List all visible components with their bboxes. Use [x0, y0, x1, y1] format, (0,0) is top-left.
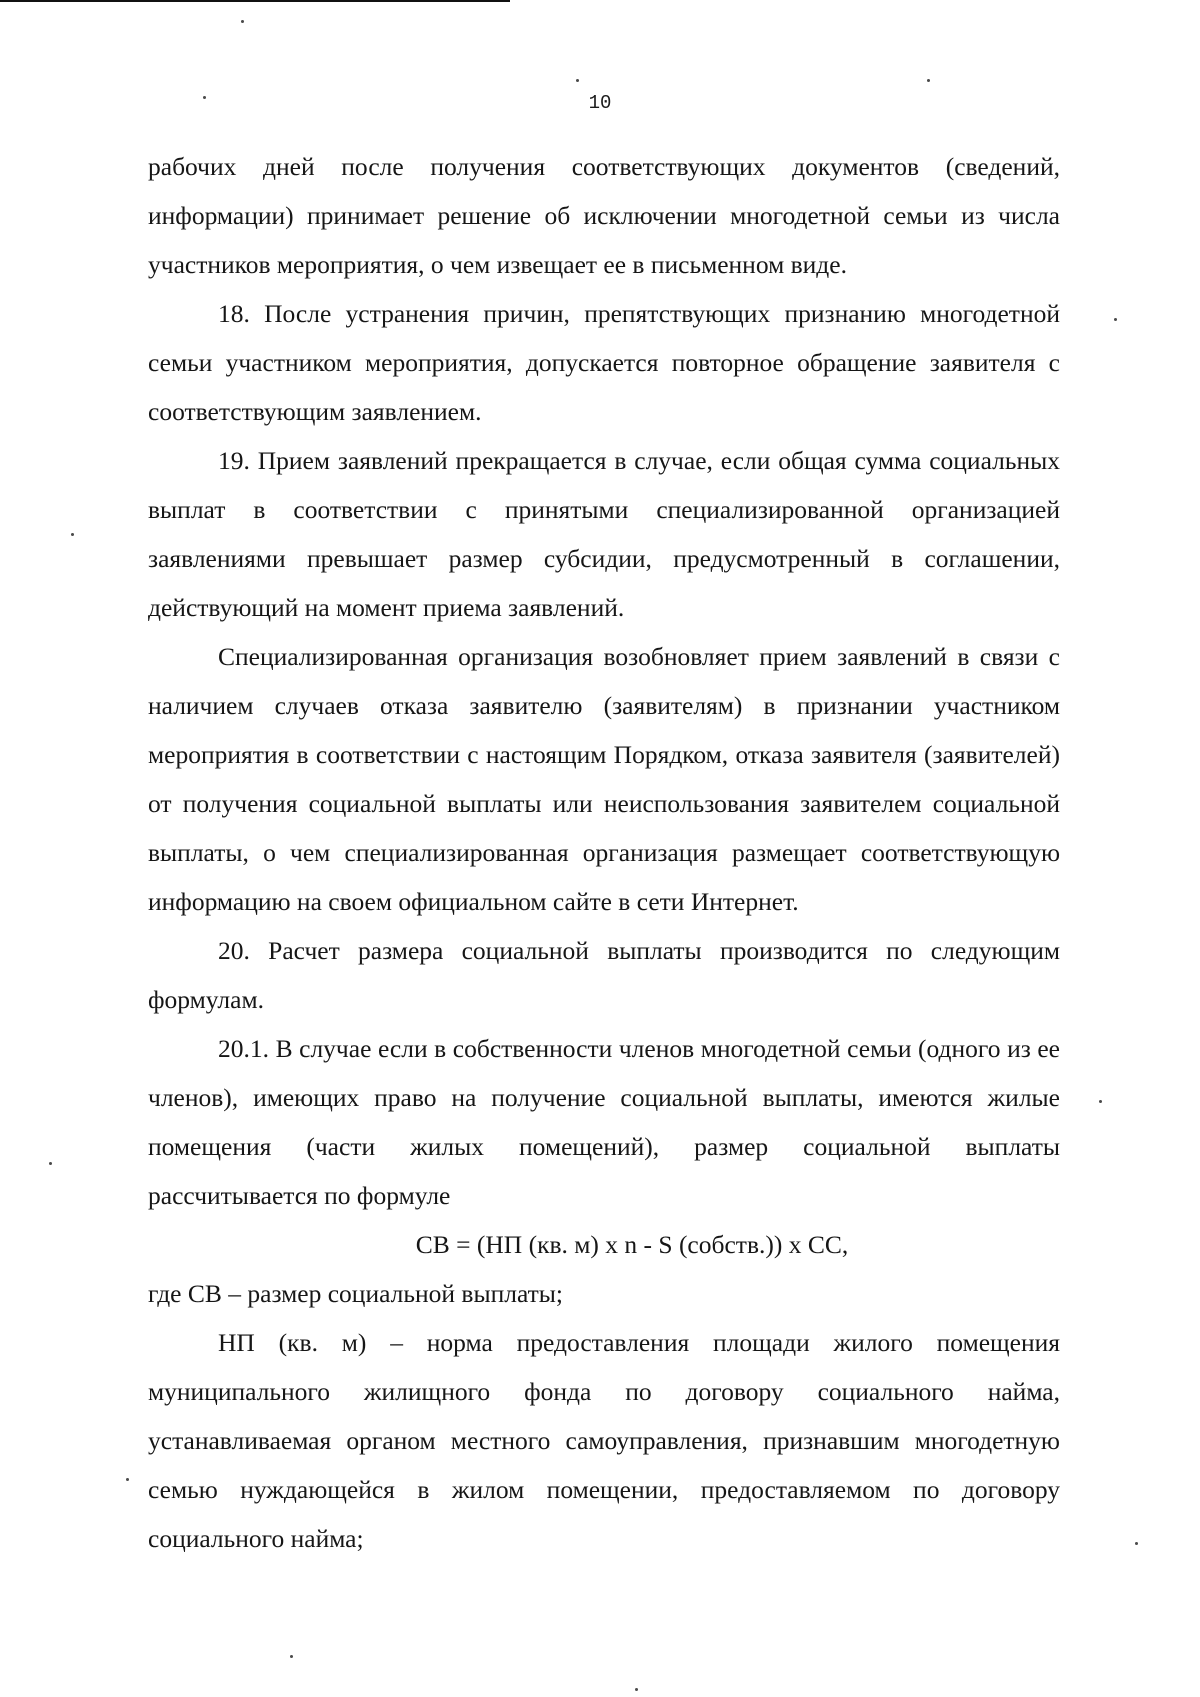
- scan-edge-line: [0, 0, 510, 2]
- scan-speck: [49, 1162, 52, 1165]
- scan-speck: [1114, 318, 1117, 321]
- scan-speck: [576, 79, 579, 82]
- scan-speck: [71, 533, 74, 536]
- page-number: 10: [588, 92, 612, 114]
- paragraph-19: 19. Прием заявлений прекращается в случае, если общая сумма социальных выплат в соответствии с принятыми специализированной организацией заявлениями превышает размер субсидии, предусмотренный в соглашении, действующий на момент приема заявлений.: [148, 446, 1060, 622]
- scan-speck: [241, 20, 244, 23]
- definition-sv: где СВ – размер социальной выплаты;: [148, 1279, 563, 1308]
- scan-speck: [1135, 1542, 1138, 1545]
- paragraph-18: 18. После устранения причин, препятствующих признанию многодетной семьи участником мероприятия, допускается повторное обращение заявителя с соответствующим заявлением.: [148, 299, 1060, 426]
- paragraph-19-resume-intake: Специализированная организация возобновляет прием заявлений в связи с наличием случаев отказа заявителю (заявителям) в признании участником мероприятия в соответствии с настоящим Порядком, отказа заявителя (заявителей) от получения социальной выплаты или неиспользования заявителем социальной выплаты, о чем специализированная организация размещает соответствующую информацию на своем официальном сайте в сети Интернет.: [148, 642, 1060, 916]
- paragraph-20: 20. Расчет размера социальной выплаты производится по следующим формулам.: [148, 936, 1060, 1014]
- scan-speck: [126, 1478, 129, 1481]
- paragraph-continuation: рабочих дней после получения соответствующих документов (сведений, информации) принимает решение об исключении многодетной семьи из числа участников мероприятия, о чем извещает ее в письменном виде.: [148, 152, 1060, 279]
- document-body: [148, 142, 1060, 1563]
- formula-line: СВ = (НП (кв. м) x n - S (собств.)) x СС,: [415, 1230, 849, 1259]
- scan-speck: [927, 79, 930, 82]
- paragraph-20-1: 20.1. В случае если в собственности членов многодетной семьи (одного из ее членов), имеющих право на получение социальной выплаты, имеются жилые помещения (части жилых помещений), размер социальной выплаты рассчитывается по формуле: [148, 1034, 1060, 1210]
- scan-speck: [1099, 1100, 1102, 1103]
- scan-speck: [635, 1688, 638, 1691]
- definition-np: НП (кв. м) – норма предоставления площади жилого помещения муниципального жилищного фонда по договору социального найма, устанавливаемая органом местного самоуправления, признавшим многодетную семью нуждающейся в жилом помещении, предоставляемом по договору социального найма;: [148, 1328, 1060, 1553]
- scan-speck: [290, 1655, 293, 1658]
